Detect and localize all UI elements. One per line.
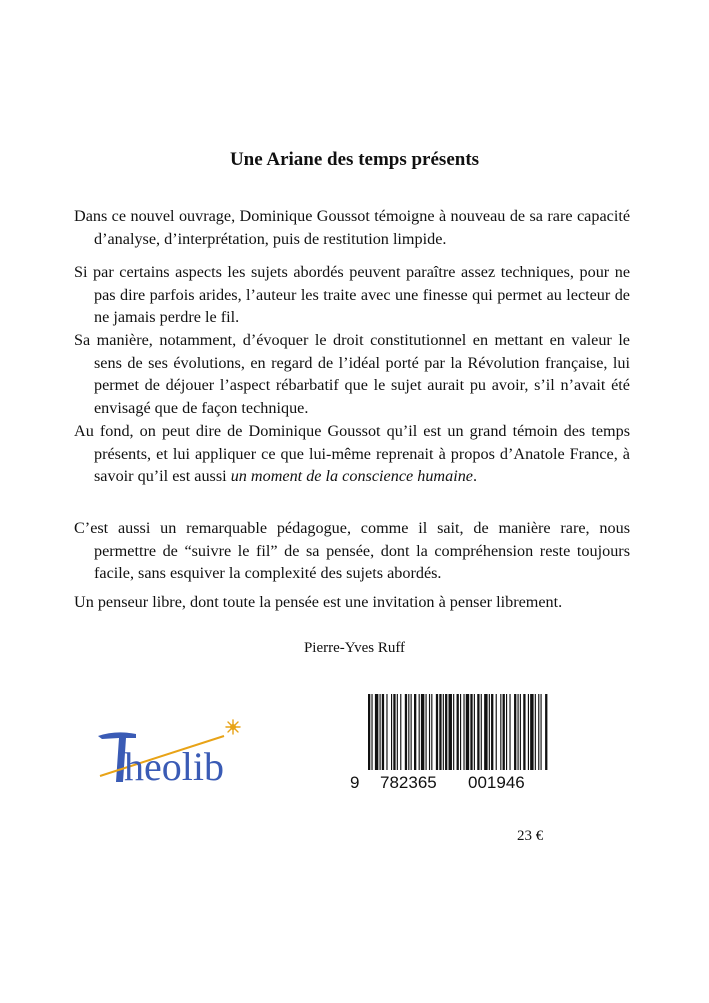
barcode-bar: [445, 694, 447, 770]
paragraph-4-end: .: [472, 467, 478, 485]
barcode-digits-right: 001946: [468, 773, 525, 792]
barcode-bar: [431, 694, 432, 770]
barcode-bar: [436, 694, 438, 770]
barcode-bar: [429, 694, 430, 770]
barcode-bar: [520, 694, 521, 770]
barcode-bar: [535, 694, 536, 770]
barcode-bar: [408, 694, 409, 770]
paragraph-2: Si par certains aspects les sujets abordés peuvent paraître assez techniques, pour ne pas dire parfois arides, l’auteur les traite avec une finesse qui permet au lecteur de ne jamais perdre le fil.: [74, 263, 630, 326]
barcode-bar: [397, 694, 398, 770]
barcode-bar: [371, 694, 372, 770]
barcode-bar: [460, 694, 461, 770]
barcode-bar: [484, 694, 487, 770]
barcode-bar: [466, 694, 469, 770]
author-signature: Pierre-Yves Ruff: [303, 640, 406, 656]
barcode-bar: [506, 694, 507, 770]
barcode-bar: [528, 694, 529, 770]
barcode-bar: [453, 694, 454, 770]
barcode-bar: [538, 694, 539, 770]
barcode-bar: [411, 694, 412, 770]
barcode-bar: [393, 694, 395, 770]
barcode-bar: [530, 694, 533, 770]
barcode-digits-left: 782365: [380, 773, 437, 792]
barcode-bar: [380, 694, 381, 770]
barcode-bar: [421, 694, 424, 770]
barcode-bar: [496, 694, 497, 770]
barcode-bar: [426, 694, 427, 770]
barcode-bar: [419, 694, 420, 770]
barcode-bar: [470, 694, 472, 770]
barcode-bar: [514, 694, 516, 770]
barcode-bar: [477, 694, 479, 770]
barcode-bar: [545, 694, 547, 770]
barcode-bar: [386, 694, 387, 770]
barcode-bars: [368, 694, 547, 770]
barcode-bar: [481, 694, 482, 770]
barcode-bar: [414, 694, 416, 770]
barcode-bar: [405, 694, 407, 770]
barcode-bar: [391, 694, 392, 770]
barcode-bar: [443, 694, 444, 770]
barcode-bar: [541, 694, 542, 770]
paragraph-1: Dans ce nouvel ouvrage, Dominique Goussot témoigne à nouveau de sa rare capacité d’analyse, d’interprétation, puis de restitution limpide.: [74, 207, 630, 248]
logo-text: heolib: [124, 744, 224, 789]
barcode-bar: [489, 694, 490, 770]
barcode-bar: [463, 694, 464, 770]
price-label: 23 €: [517, 828, 544, 844]
paragraph-6: Un penseur libre, dont toute la pensée est une invitation à penser librement.: [74, 593, 563, 611]
paragraph-4-quote: un moment de la conscience humaine: [230, 467, 473, 485]
barcode-bar: [439, 694, 441, 770]
barcode-bar: [474, 694, 475, 770]
barcode-bar: [457, 694, 459, 770]
theolib-logo: [96, 716, 266, 796]
barcode: [348, 694, 558, 794]
barcode-digit-first: 9: [350, 773, 360, 792]
paragraph-5: C’est aussi un remarquable pédagogue, comme il sait, de manière rare, nous permettre de “suivre le fil” de sa pensée, dont la compréhension reste toujours facile, sans esquiver la complexité des sujets abordés.: [74, 519, 630, 582]
barcode-bar: [491, 694, 493, 770]
barcode-bar: [518, 694, 519, 770]
paragraph-4-text: Au fond, on peut dire de Dominique Goussot qu’il est un grand témoin des temps présents, et lui appliquer ce que lui-même reprenait à propos d’Anatole France, à savoir qu’il est aussi: [74, 422, 630, 485]
barcode-bar: [382, 694, 384, 770]
barcode-bar: [523, 694, 525, 770]
barcode-bar: [400, 694, 401, 770]
barcode-bar: [368, 694, 370, 770]
barcode-bar: [503, 694, 505, 770]
barcode-bar: [375, 694, 378, 770]
barcode-bar: [500, 694, 501, 770]
book-title: Une Ariane des temps présents: [229, 149, 480, 170]
star-icon: [226, 720, 240, 734]
barcode-bar: [449, 694, 452, 770]
barcode-bar: [509, 694, 510, 770]
paragraph-4: [74, 420, 630, 488]
paragraph-3: Sa manière, notamment, d’évoquer le droit constitutionnel en mettant en valeur le sens de ses évolutions, en regard de l’idéal porté par la Révolution française, lui permet de déjouer l’aspect rébarbatif que le sujet aurait pu avoir, s’il n’avait été envisagé que de façon technique.: [74, 331, 630, 417]
